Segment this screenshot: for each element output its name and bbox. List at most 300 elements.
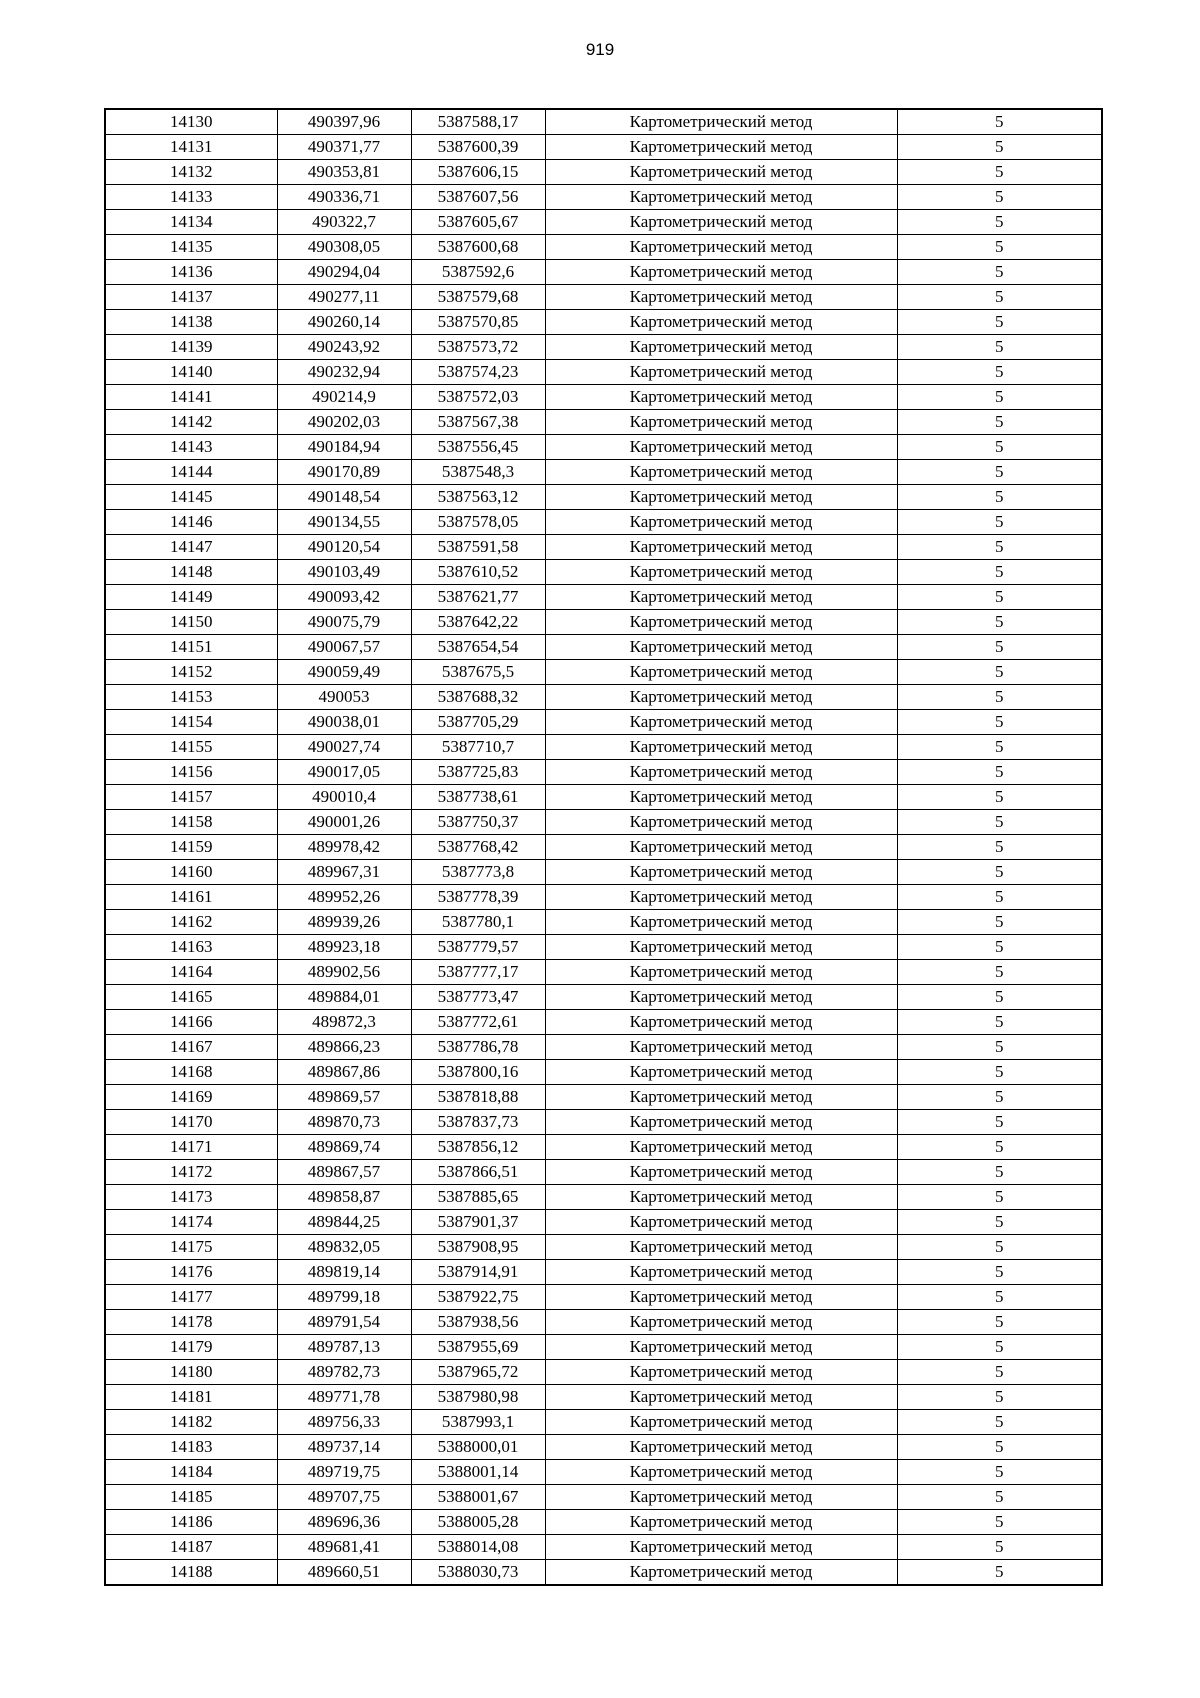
y-coordinate-cell: 5388005,28 xyxy=(411,1510,545,1535)
point-number-cell: 14172 xyxy=(105,1160,277,1185)
y-coordinate-cell: 5387856,12 xyxy=(411,1135,545,1160)
method-cell: Картометрический метод xyxy=(545,235,897,260)
accuracy-cell: 5 xyxy=(897,1410,1102,1435)
table-row xyxy=(105,385,1102,410)
accuracy-cell: 5 xyxy=(897,635,1102,660)
table-row xyxy=(105,1535,1102,1560)
y-coordinate-cell: 5387572,03 xyxy=(411,385,545,410)
method-cell: Картометрический метод xyxy=(545,1335,897,1360)
table-row xyxy=(105,1260,1102,1285)
point-number-cell: 14177 xyxy=(105,1285,277,1310)
method-cell: Картометрический метод xyxy=(545,1160,897,1185)
point-number-cell: 14169 xyxy=(105,1085,277,1110)
accuracy-cell: 5 xyxy=(897,385,1102,410)
method-cell: Картометрический метод xyxy=(545,1385,897,1410)
y-coordinate-cell: 5387725,83 xyxy=(411,760,545,785)
method-cell: Картометрический метод xyxy=(545,435,897,460)
method-cell: Картометрический метод xyxy=(545,1085,897,1110)
x-coordinate-cell: 489967,31 xyxy=(277,860,411,885)
accuracy-cell: 5 xyxy=(897,335,1102,360)
x-coordinate-cell: 489844,25 xyxy=(277,1210,411,1235)
method-cell: Картометрический метод xyxy=(545,660,897,685)
y-coordinate-cell: 5388000,01 xyxy=(411,1435,545,1460)
table-row xyxy=(105,335,1102,360)
method-cell: Картометрический метод xyxy=(545,1210,897,1235)
y-coordinate-cell: 5387778,39 xyxy=(411,885,545,910)
x-coordinate-cell: 489756,33 xyxy=(277,1410,411,1435)
y-coordinate-cell: 5387563,12 xyxy=(411,485,545,510)
accuracy-cell: 5 xyxy=(897,1360,1102,1385)
point-number-cell: 14158 xyxy=(105,810,277,835)
x-coordinate-cell: 490170,89 xyxy=(277,460,411,485)
x-coordinate-cell: 489866,23 xyxy=(277,1035,411,1060)
y-coordinate-cell: 5387688,32 xyxy=(411,685,545,710)
y-coordinate-cell: 5388001,67 xyxy=(411,1485,545,1510)
table-row xyxy=(105,360,1102,385)
table-row xyxy=(105,560,1102,585)
x-coordinate-cell: 489696,36 xyxy=(277,1510,411,1535)
accuracy-cell: 5 xyxy=(897,1285,1102,1310)
table-row xyxy=(105,1035,1102,1060)
table-row xyxy=(105,460,1102,485)
x-coordinate-cell: 489681,41 xyxy=(277,1535,411,1560)
point-number-cell: 14173 xyxy=(105,1185,277,1210)
x-coordinate-cell: 489719,75 xyxy=(277,1460,411,1485)
accuracy-cell: 5 xyxy=(897,985,1102,1010)
point-number-cell: 14184 xyxy=(105,1460,277,1485)
table-row xyxy=(105,1085,1102,1110)
table-row xyxy=(105,410,1102,435)
accuracy-cell: 5 xyxy=(897,485,1102,510)
x-coordinate-cell: 490202,03 xyxy=(277,410,411,435)
table-row xyxy=(105,860,1102,885)
y-coordinate-cell: 5387567,38 xyxy=(411,410,545,435)
y-coordinate-cell: 5387908,95 xyxy=(411,1235,545,1260)
y-coordinate-cell: 5387610,52 xyxy=(411,560,545,585)
method-cell: Картометрический метод xyxy=(545,1010,897,1035)
x-coordinate-cell: 489902,56 xyxy=(277,960,411,985)
method-cell: Картометрический метод xyxy=(545,1510,897,1535)
y-coordinate-cell: 5387588,17 xyxy=(411,109,545,135)
x-coordinate-cell: 490059,49 xyxy=(277,660,411,685)
point-number-cell: 14178 xyxy=(105,1310,277,1335)
table-row xyxy=(105,1460,1102,1485)
y-coordinate-cell: 5387965,72 xyxy=(411,1360,545,1385)
table-row xyxy=(105,735,1102,760)
point-number-cell: 14159 xyxy=(105,835,277,860)
table-row xyxy=(105,610,1102,635)
x-coordinate-cell: 490243,92 xyxy=(277,335,411,360)
table-row xyxy=(105,535,1102,560)
point-number-cell: 14134 xyxy=(105,210,277,235)
method-cell: Картометрический метод xyxy=(545,210,897,235)
accuracy-cell: 5 xyxy=(897,1060,1102,1085)
table-row xyxy=(105,810,1102,835)
point-number-cell: 14151 xyxy=(105,635,277,660)
accuracy-cell: 5 xyxy=(897,835,1102,860)
y-coordinate-cell: 5387772,61 xyxy=(411,1010,545,1035)
x-coordinate-cell: 490017,05 xyxy=(277,760,411,785)
point-number-cell: 14164 xyxy=(105,960,277,985)
method-cell: Картометрический метод xyxy=(545,360,897,385)
y-coordinate-cell: 5387605,67 xyxy=(411,210,545,235)
x-coordinate-cell: 489858,87 xyxy=(277,1185,411,1210)
x-coordinate-cell: 489923,18 xyxy=(277,935,411,960)
y-coordinate-cell: 5387606,15 xyxy=(411,160,545,185)
accuracy-cell: 5 xyxy=(897,710,1102,735)
point-number-cell: 14160 xyxy=(105,860,277,885)
accuracy-cell: 5 xyxy=(897,960,1102,985)
y-coordinate-cell: 5387710,7 xyxy=(411,735,545,760)
table-row xyxy=(105,160,1102,185)
x-coordinate-cell: 490353,81 xyxy=(277,160,411,185)
method-cell: Картометрический метод xyxy=(545,1285,897,1310)
accuracy-cell: 5 xyxy=(897,1110,1102,1135)
y-coordinate-cell: 5388001,14 xyxy=(411,1460,545,1485)
table-row xyxy=(105,835,1102,860)
accuracy-cell: 5 xyxy=(897,660,1102,685)
x-coordinate-cell: 490067,57 xyxy=(277,635,411,660)
y-coordinate-cell: 5387591,58 xyxy=(411,535,545,560)
page-number: 919 xyxy=(585,40,615,59)
y-coordinate-cell: 5387768,42 xyxy=(411,835,545,860)
accuracy-cell: 5 xyxy=(897,860,1102,885)
point-number-cell: 14132 xyxy=(105,160,277,185)
point-number-cell: 14143 xyxy=(105,435,277,460)
coordinates-table-body xyxy=(105,109,1102,1585)
accuracy-cell: 5 xyxy=(897,109,1102,135)
method-cell: Картометрический метод xyxy=(545,1060,897,1085)
x-coordinate-cell: 490214,9 xyxy=(277,385,411,410)
point-number-cell: 14179 xyxy=(105,1335,277,1360)
method-cell: Картометрический метод xyxy=(545,1110,897,1135)
accuracy-cell: 5 xyxy=(897,1210,1102,1235)
table-row xyxy=(105,1310,1102,1335)
accuracy-cell: 5 xyxy=(897,760,1102,785)
accuracy-cell: 5 xyxy=(897,1310,1102,1335)
table-row xyxy=(105,435,1102,460)
accuracy-cell: 5 xyxy=(897,210,1102,235)
x-coordinate-cell: 489884,01 xyxy=(277,985,411,1010)
table-row xyxy=(105,1160,1102,1185)
accuracy-cell: 5 xyxy=(897,1460,1102,1485)
method-cell: Картометрический метод xyxy=(545,535,897,560)
method-cell: Картометрический метод xyxy=(545,1535,897,1560)
point-number-cell: 14153 xyxy=(105,685,277,710)
point-number-cell: 14148 xyxy=(105,560,277,585)
y-coordinate-cell: 5387750,37 xyxy=(411,810,545,835)
x-coordinate-cell: 489737,14 xyxy=(277,1435,411,1460)
accuracy-cell: 5 xyxy=(897,360,1102,385)
point-number-cell: 14142 xyxy=(105,410,277,435)
table-row xyxy=(105,1060,1102,1085)
method-cell: Картометрический метод xyxy=(545,1460,897,1485)
x-coordinate-cell: 489870,73 xyxy=(277,1110,411,1135)
y-coordinate-cell: 5387980,98 xyxy=(411,1385,545,1410)
y-coordinate-cell: 5387654,54 xyxy=(411,635,545,660)
y-coordinate-cell: 5387705,29 xyxy=(411,710,545,735)
y-coordinate-cell: 5387600,68 xyxy=(411,235,545,260)
accuracy-cell: 5 xyxy=(897,285,1102,310)
method-cell: Картометрический метод xyxy=(545,1435,897,1460)
x-coordinate-cell: 490371,77 xyxy=(277,135,411,160)
method-cell: Картометрический метод xyxy=(545,610,897,635)
accuracy-cell: 5 xyxy=(897,410,1102,435)
y-coordinate-cell: 5388030,73 xyxy=(411,1560,545,1586)
point-number-cell: 14168 xyxy=(105,1060,277,1085)
method-cell: Картометрический метод xyxy=(545,960,897,985)
x-coordinate-cell: 489791,54 xyxy=(277,1310,411,1335)
point-number-cell: 14145 xyxy=(105,485,277,510)
method-cell: Картометрический метод xyxy=(545,1360,897,1385)
point-number-cell: 14183 xyxy=(105,1435,277,1460)
method-cell: Картометрический метод xyxy=(545,310,897,335)
method-cell: Картометрический метод xyxy=(545,760,897,785)
x-coordinate-cell: 489869,74 xyxy=(277,1135,411,1160)
x-coordinate-cell: 490308,05 xyxy=(277,235,411,260)
point-number-cell: 14149 xyxy=(105,585,277,610)
point-number-cell: 14140 xyxy=(105,360,277,385)
point-number-cell: 14136 xyxy=(105,260,277,285)
point-number-cell: 14141 xyxy=(105,385,277,410)
accuracy-cell: 5 xyxy=(897,935,1102,960)
x-coordinate-cell: 489771,78 xyxy=(277,1385,411,1410)
table-row xyxy=(105,1485,1102,1510)
point-number-cell: 14146 xyxy=(105,510,277,535)
x-coordinate-cell: 489832,05 xyxy=(277,1235,411,1260)
accuracy-cell: 5 xyxy=(897,585,1102,610)
y-coordinate-cell: 5387780,1 xyxy=(411,910,545,935)
table-row xyxy=(105,1285,1102,1310)
table-row xyxy=(105,985,1102,1010)
method-cell: Картометрический метод xyxy=(545,1485,897,1510)
table-row xyxy=(105,310,1102,335)
x-coordinate-cell: 489707,75 xyxy=(277,1485,411,1510)
point-number-cell: 14144 xyxy=(105,460,277,485)
table-row xyxy=(105,885,1102,910)
accuracy-cell: 5 xyxy=(897,685,1102,710)
table-row xyxy=(105,585,1102,610)
y-coordinate-cell: 5387600,39 xyxy=(411,135,545,160)
y-coordinate-cell: 5387938,56 xyxy=(411,1310,545,1335)
x-coordinate-cell: 490075,79 xyxy=(277,610,411,635)
point-number-cell: 14176 xyxy=(105,1260,277,1285)
x-coordinate-cell: 490148,54 xyxy=(277,485,411,510)
point-number-cell: 14147 xyxy=(105,535,277,560)
point-number-cell: 14186 xyxy=(105,1510,277,1535)
point-number-cell: 14166 xyxy=(105,1010,277,1035)
table-row xyxy=(105,109,1102,135)
method-cell: Картометрический метод xyxy=(545,285,897,310)
method-cell: Картометрический метод xyxy=(545,1260,897,1285)
method-cell: Картометрический метод xyxy=(545,1310,897,1335)
point-number-cell: 14174 xyxy=(105,1210,277,1235)
method-cell: Картометрический метод xyxy=(545,1185,897,1210)
y-coordinate-cell: 5387592,6 xyxy=(411,260,545,285)
y-coordinate-cell: 5387556,45 xyxy=(411,435,545,460)
accuracy-cell: 5 xyxy=(897,1435,1102,1460)
accuracy-cell: 5 xyxy=(897,560,1102,585)
x-coordinate-cell: 490336,71 xyxy=(277,185,411,210)
point-number-cell: 14137 xyxy=(105,285,277,310)
x-coordinate-cell: 490053 xyxy=(277,685,411,710)
table-row xyxy=(105,210,1102,235)
method-cell: Картометрический метод xyxy=(545,1035,897,1060)
method-cell: Картометрический метод xyxy=(545,485,897,510)
y-coordinate-cell: 5387885,65 xyxy=(411,1185,545,1210)
x-coordinate-cell: 490001,26 xyxy=(277,810,411,835)
accuracy-cell: 5 xyxy=(897,160,1102,185)
point-number-cell: 14185 xyxy=(105,1485,277,1510)
table-row xyxy=(105,1185,1102,1210)
x-coordinate-cell: 490038,01 xyxy=(277,710,411,735)
accuracy-cell: 5 xyxy=(897,1510,1102,1535)
x-coordinate-cell: 489799,18 xyxy=(277,1285,411,1310)
accuracy-cell: 5 xyxy=(897,1035,1102,1060)
method-cell: Картометрический метод xyxy=(545,810,897,835)
point-number-cell: 14138 xyxy=(105,310,277,335)
accuracy-cell: 5 xyxy=(897,310,1102,335)
accuracy-cell: 5 xyxy=(897,885,1102,910)
y-coordinate-cell: 5387642,22 xyxy=(411,610,545,635)
accuracy-cell: 5 xyxy=(897,735,1102,760)
method-cell: Картометрический метод xyxy=(545,185,897,210)
point-number-cell: 14162 xyxy=(105,910,277,935)
table-row xyxy=(105,260,1102,285)
x-coordinate-cell: 489787,13 xyxy=(277,1335,411,1360)
method-cell: Картометрический метод xyxy=(545,635,897,660)
y-coordinate-cell: 5387574,23 xyxy=(411,360,545,385)
x-coordinate-cell: 490027,74 xyxy=(277,735,411,760)
coordinates-table xyxy=(104,108,1103,1586)
table-row xyxy=(105,135,1102,160)
y-coordinate-cell: 5387570,85 xyxy=(411,310,545,335)
accuracy-cell: 5 xyxy=(897,610,1102,635)
table-row xyxy=(105,1010,1102,1035)
point-number-cell: 14156 xyxy=(105,760,277,785)
accuracy-cell: 5 xyxy=(897,1385,1102,1410)
x-coordinate-cell: 489867,86 xyxy=(277,1060,411,1085)
point-number-cell: 14170 xyxy=(105,1110,277,1135)
y-coordinate-cell: 5387773,47 xyxy=(411,985,545,1010)
y-coordinate-cell: 5387914,91 xyxy=(411,1260,545,1285)
point-number-cell: 14135 xyxy=(105,235,277,260)
accuracy-cell: 5 xyxy=(897,1535,1102,1560)
accuracy-cell: 5 xyxy=(897,910,1102,935)
method-cell: Картометрический метод xyxy=(545,1135,897,1160)
method-cell: Картометрический метод xyxy=(545,685,897,710)
accuracy-cell: 5 xyxy=(897,1560,1102,1586)
table-row xyxy=(105,285,1102,310)
x-coordinate-cell: 490184,94 xyxy=(277,435,411,460)
y-coordinate-cell: 5387922,75 xyxy=(411,1285,545,1310)
table-row xyxy=(105,785,1102,810)
y-coordinate-cell: 5387773,8 xyxy=(411,860,545,885)
x-coordinate-cell: 490232,94 xyxy=(277,360,411,385)
method-cell: Картометрический метод xyxy=(545,585,897,610)
method-cell: Картометрический метод xyxy=(545,135,897,160)
y-coordinate-cell: 5387621,77 xyxy=(411,585,545,610)
y-coordinate-cell: 5387548,3 xyxy=(411,460,545,485)
method-cell: Картометрический метод xyxy=(545,109,897,135)
accuracy-cell: 5 xyxy=(897,235,1102,260)
x-coordinate-cell: 490010,4 xyxy=(277,785,411,810)
point-number-cell: 14133 xyxy=(105,185,277,210)
table-row xyxy=(105,635,1102,660)
x-coordinate-cell: 489939,26 xyxy=(277,910,411,935)
accuracy-cell: 5 xyxy=(897,1135,1102,1160)
method-cell: Картометрический метод xyxy=(545,160,897,185)
method-cell: Картометрический метод xyxy=(545,460,897,485)
accuracy-cell: 5 xyxy=(897,260,1102,285)
table-row xyxy=(105,960,1102,985)
point-number-cell: 14152 xyxy=(105,660,277,685)
table-row xyxy=(105,1110,1102,1135)
x-coordinate-cell: 490120,54 xyxy=(277,535,411,560)
table-row xyxy=(105,1335,1102,1360)
y-coordinate-cell: 5387777,17 xyxy=(411,960,545,985)
accuracy-cell: 5 xyxy=(897,135,1102,160)
point-number-cell: 14154 xyxy=(105,710,277,735)
method-cell: Картометрический метод xyxy=(545,260,897,285)
accuracy-cell: 5 xyxy=(897,810,1102,835)
y-coordinate-cell: 5387607,56 xyxy=(411,185,545,210)
y-coordinate-cell: 5387818,88 xyxy=(411,1085,545,1110)
x-coordinate-cell: 490260,14 xyxy=(277,310,411,335)
table-row xyxy=(105,1360,1102,1385)
method-cell: Картометрический метод xyxy=(545,735,897,760)
point-number-cell: 14181 xyxy=(105,1385,277,1410)
point-number-cell: 14131 xyxy=(105,135,277,160)
point-number-cell: 14188 xyxy=(105,1560,277,1586)
table-row xyxy=(105,685,1102,710)
y-coordinate-cell: 5387578,05 xyxy=(411,510,545,535)
method-cell: Картометрический метод xyxy=(545,985,897,1010)
table-row xyxy=(105,485,1102,510)
table-row xyxy=(105,1410,1102,1435)
point-number-cell: 14182 xyxy=(105,1410,277,1435)
accuracy-cell: 5 xyxy=(897,1485,1102,1510)
x-coordinate-cell: 490103,49 xyxy=(277,560,411,585)
table-row xyxy=(105,710,1102,735)
x-coordinate-cell: 489660,51 xyxy=(277,1560,411,1586)
x-coordinate-cell: 489869,57 xyxy=(277,1085,411,1110)
point-number-cell: 14187 xyxy=(105,1535,277,1560)
table-row xyxy=(105,510,1102,535)
x-coordinate-cell: 490277,11 xyxy=(277,285,411,310)
x-coordinate-cell: 490134,55 xyxy=(277,510,411,535)
y-coordinate-cell: 5387901,37 xyxy=(411,1210,545,1235)
method-cell: Картометрический метод xyxy=(545,335,897,360)
point-number-cell: 14175 xyxy=(105,1235,277,1260)
method-cell: Картометрический метод xyxy=(545,935,897,960)
point-number-cell: 14161 xyxy=(105,885,277,910)
table-row xyxy=(105,760,1102,785)
accuracy-cell: 5 xyxy=(897,1185,1102,1210)
table-row xyxy=(105,1135,1102,1160)
accuracy-cell: 5 xyxy=(897,535,1102,560)
y-coordinate-cell: 5387800,16 xyxy=(411,1060,545,1085)
table-row xyxy=(105,185,1102,210)
table-row xyxy=(105,660,1102,685)
method-cell: Картометрический метод xyxy=(545,1560,897,1586)
table-row xyxy=(105,235,1102,260)
point-number-cell: 14150 xyxy=(105,610,277,635)
x-coordinate-cell: 490093,42 xyxy=(277,585,411,610)
accuracy-cell: 5 xyxy=(897,510,1102,535)
point-number-cell: 14157 xyxy=(105,785,277,810)
point-number-cell: 14165 xyxy=(105,985,277,1010)
